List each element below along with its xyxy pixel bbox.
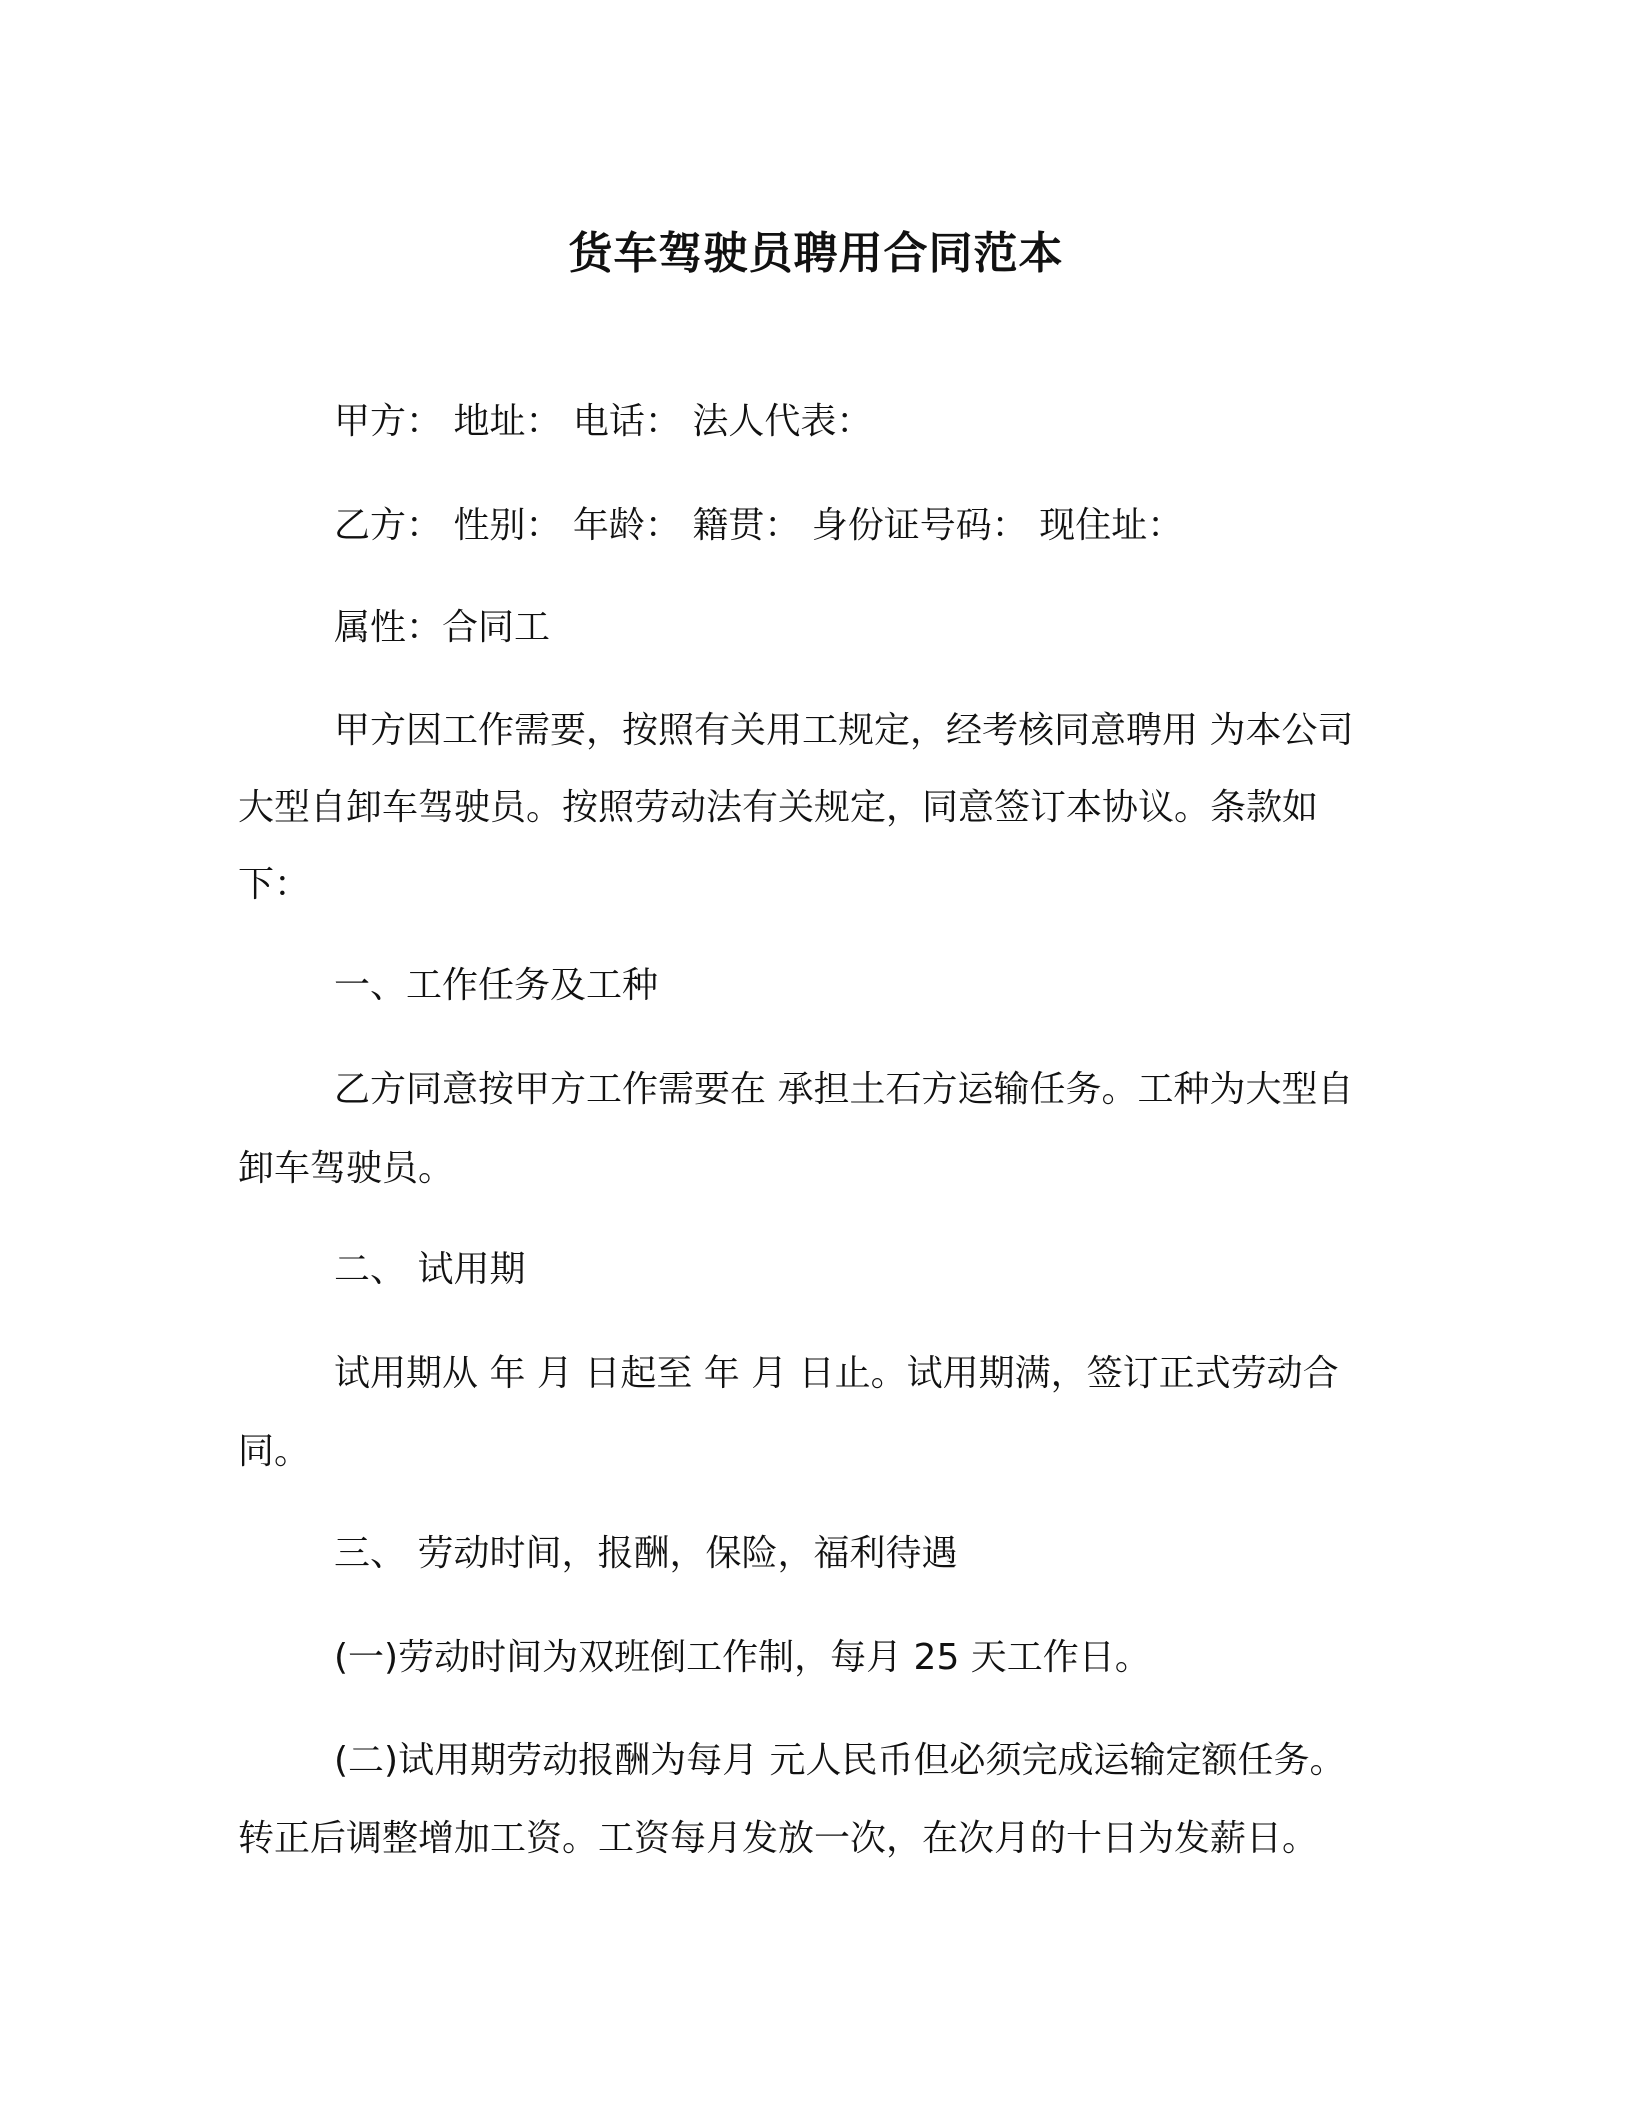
party-a-line: 甲方： 地址： 电话： 法人代表： [334, 401, 873, 442]
section-3-item-2-line-1: (二)试用期劳动报酬为每月 元人民币但必须完成运输定额任务。 [334, 1740, 1346, 1781]
section-2-body-line-1: 试用期从 年 月 日起至 年 月 日止。试用期满，签订正式劳动合 [334, 1353, 1339, 1394]
section-2-body-line-2: 同。 [238, 1431, 311, 1472]
section-2-heading: 二、 试用期 [334, 1249, 526, 1290]
section-1-body-line-1: 乙方同意按甲方工作需要在 承担土石方运输任务。工种为大型自 [334, 1069, 1354, 1110]
party-b-line: 乙方： 性别： 年龄： 籍贯： 身份证号码： 现住址： [334, 505, 1184, 546]
intro-line-2: 大型自卸车驾驶员。按照劳动法有关规定，同意签订本协议。条款如 [238, 787, 1319, 828]
attribute-line: 属性：合同工 [334, 607, 551, 648]
section-3-heading: 三、 劳动时间，报酬，保险，福利待遇 [334, 1533, 958, 1574]
document-title: 货车驾驶员聘用合同范本 [568, 228, 1064, 279]
section-3-item-2-line-2: 转正后调整增加工资。工资每月发放一次，在次月的十日为发薪日。 [238, 1818, 1319, 1859]
section-1-body-line-2: 卸车驾驶员。 [238, 1148, 455, 1189]
intro-line-1: 甲方因工作需要，按照有关用工规定，经考核同意聘用 为本公司 [334, 710, 1354, 751]
section-3-item-1: (一)劳动时间为双班倒工作制，每月 25 天工作日。 [334, 1637, 1151, 1678]
section-1-heading: 一、工作任务及工种 [334, 965, 659, 1006]
intro-line-3: 下： [238, 864, 311, 905]
